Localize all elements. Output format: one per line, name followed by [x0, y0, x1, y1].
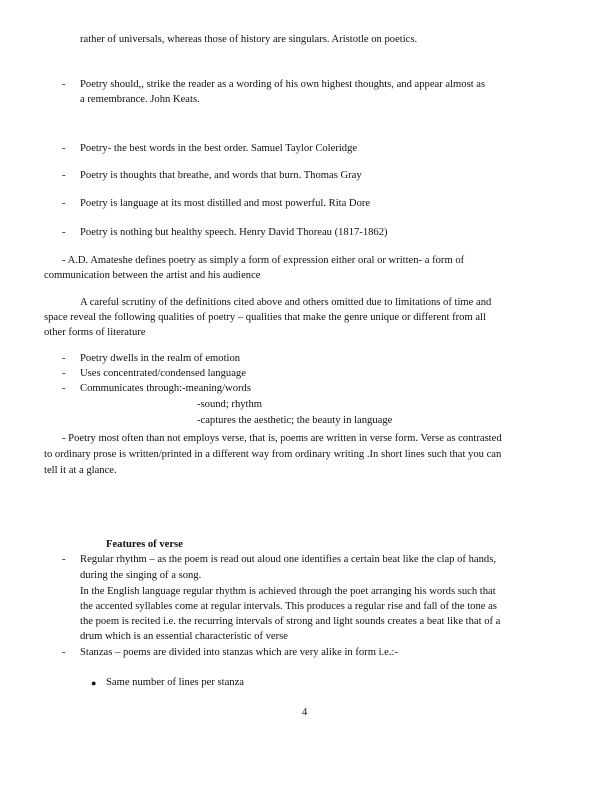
quality-aesthetic: -captures the aesthetic; the beauty in language [197, 415, 393, 426]
verse-para-line2: to ordinary prose is written/printed in a different way from ordinary writing .In short lines such that you can [44, 449, 502, 460]
dash-marker: - [62, 554, 66, 565]
scrutiny-line2: space reveal the following qualities of poetry – qualities that make the genre unique or different from all [44, 312, 486, 323]
carryover-line: rather of universals, whereas those of history are singulars. Aristotle on poetics. [80, 34, 418, 45]
quality-sound: -sound; rhythm [197, 399, 263, 410]
english-line1: In the English language regular rhythm is achieved through the poet arranging his words such that [80, 586, 496, 597]
bullet-icon: ● [91, 678, 97, 688]
dash-marker: - [62, 143, 66, 154]
page-number: 4 [302, 707, 308, 718]
quote-coleridge: Poetry- the best words in the best order. Samuel Taylor Coleridge [80, 143, 358, 154]
english-line2: the accented syllables come at regular intervals. This produces a regular rise and fall of the tone as [80, 601, 497, 612]
rhythm-line1: Regular rhythm – as the poem is read out aloud one identifies a certain beat like the clap of hands, [80, 554, 496, 565]
verse-para-line3: tell it at a glance. [44, 465, 117, 476]
quote-keats-line1: Poetry should,, strike the reader as a wording of his own highest thoughts, and appear almost as [80, 79, 486, 90]
quality-emotion: Poetry dwells in the realm of emotion [80, 353, 241, 364]
quality-language: Uses concentrated/condensed language [80, 368, 246, 379]
dash-marker: - [62, 170, 66, 181]
dash-marker: - [62, 79, 66, 90]
stanzas-line: Stanzas – poems are divided into stanzas which are very alike in form i.e.:- [80, 647, 399, 658]
english-line3: the poem is recited i.e. the recurring intervals of strong and light sounds creates a beat like that of a [80, 616, 501, 627]
amateshe-line2: communication between the artist and his audience [44, 270, 261, 281]
dash-marker: - [62, 198, 66, 209]
quality-communicates: Communicates through:-meaning/words [80, 383, 251, 394]
scrutiny-line1: A careful scrutiny of the definitions cited above and others omitted due to limitations of time and [80, 297, 492, 308]
dash-marker: - [62, 383, 66, 394]
rhythm-line2: during the singing of a song. [80, 570, 202, 581]
quote-keats-line2: a remembrance. John Keats. [80, 94, 200, 105]
same-lines-item: Same number of lines per stanza [106, 677, 244, 688]
scrutiny-line3: other forms of literature [44, 327, 146, 338]
dash-marker: - [62, 353, 66, 364]
amateshe-line1: - A.D. Amateshe defines poetry as simply a form of expression either oral or written- a form of [62, 255, 465, 266]
verse-para-line1: - Poetry most often than not employs verse, that is, poems are written in verse form. Verse as contrasted [62, 433, 502, 444]
quote-dore: Poetry is language at its most distilled and most powerful. Rita Dore [80, 198, 371, 209]
dash-marker: - [62, 227, 66, 238]
english-line4: drum which is an essential characteristic of verse [80, 631, 288, 642]
dash-marker: - [62, 647, 66, 658]
quote-gray: Poetry is thoughts that breathe, and words that burn. Thomas Gray [80, 170, 362, 181]
features-heading: Features of verse [106, 539, 183, 550]
dash-marker: - [62, 368, 66, 379]
quote-thoreau: Poetry is nothing but healthy speech. Henry David Thoreau (1817-1862) [80, 227, 388, 238]
